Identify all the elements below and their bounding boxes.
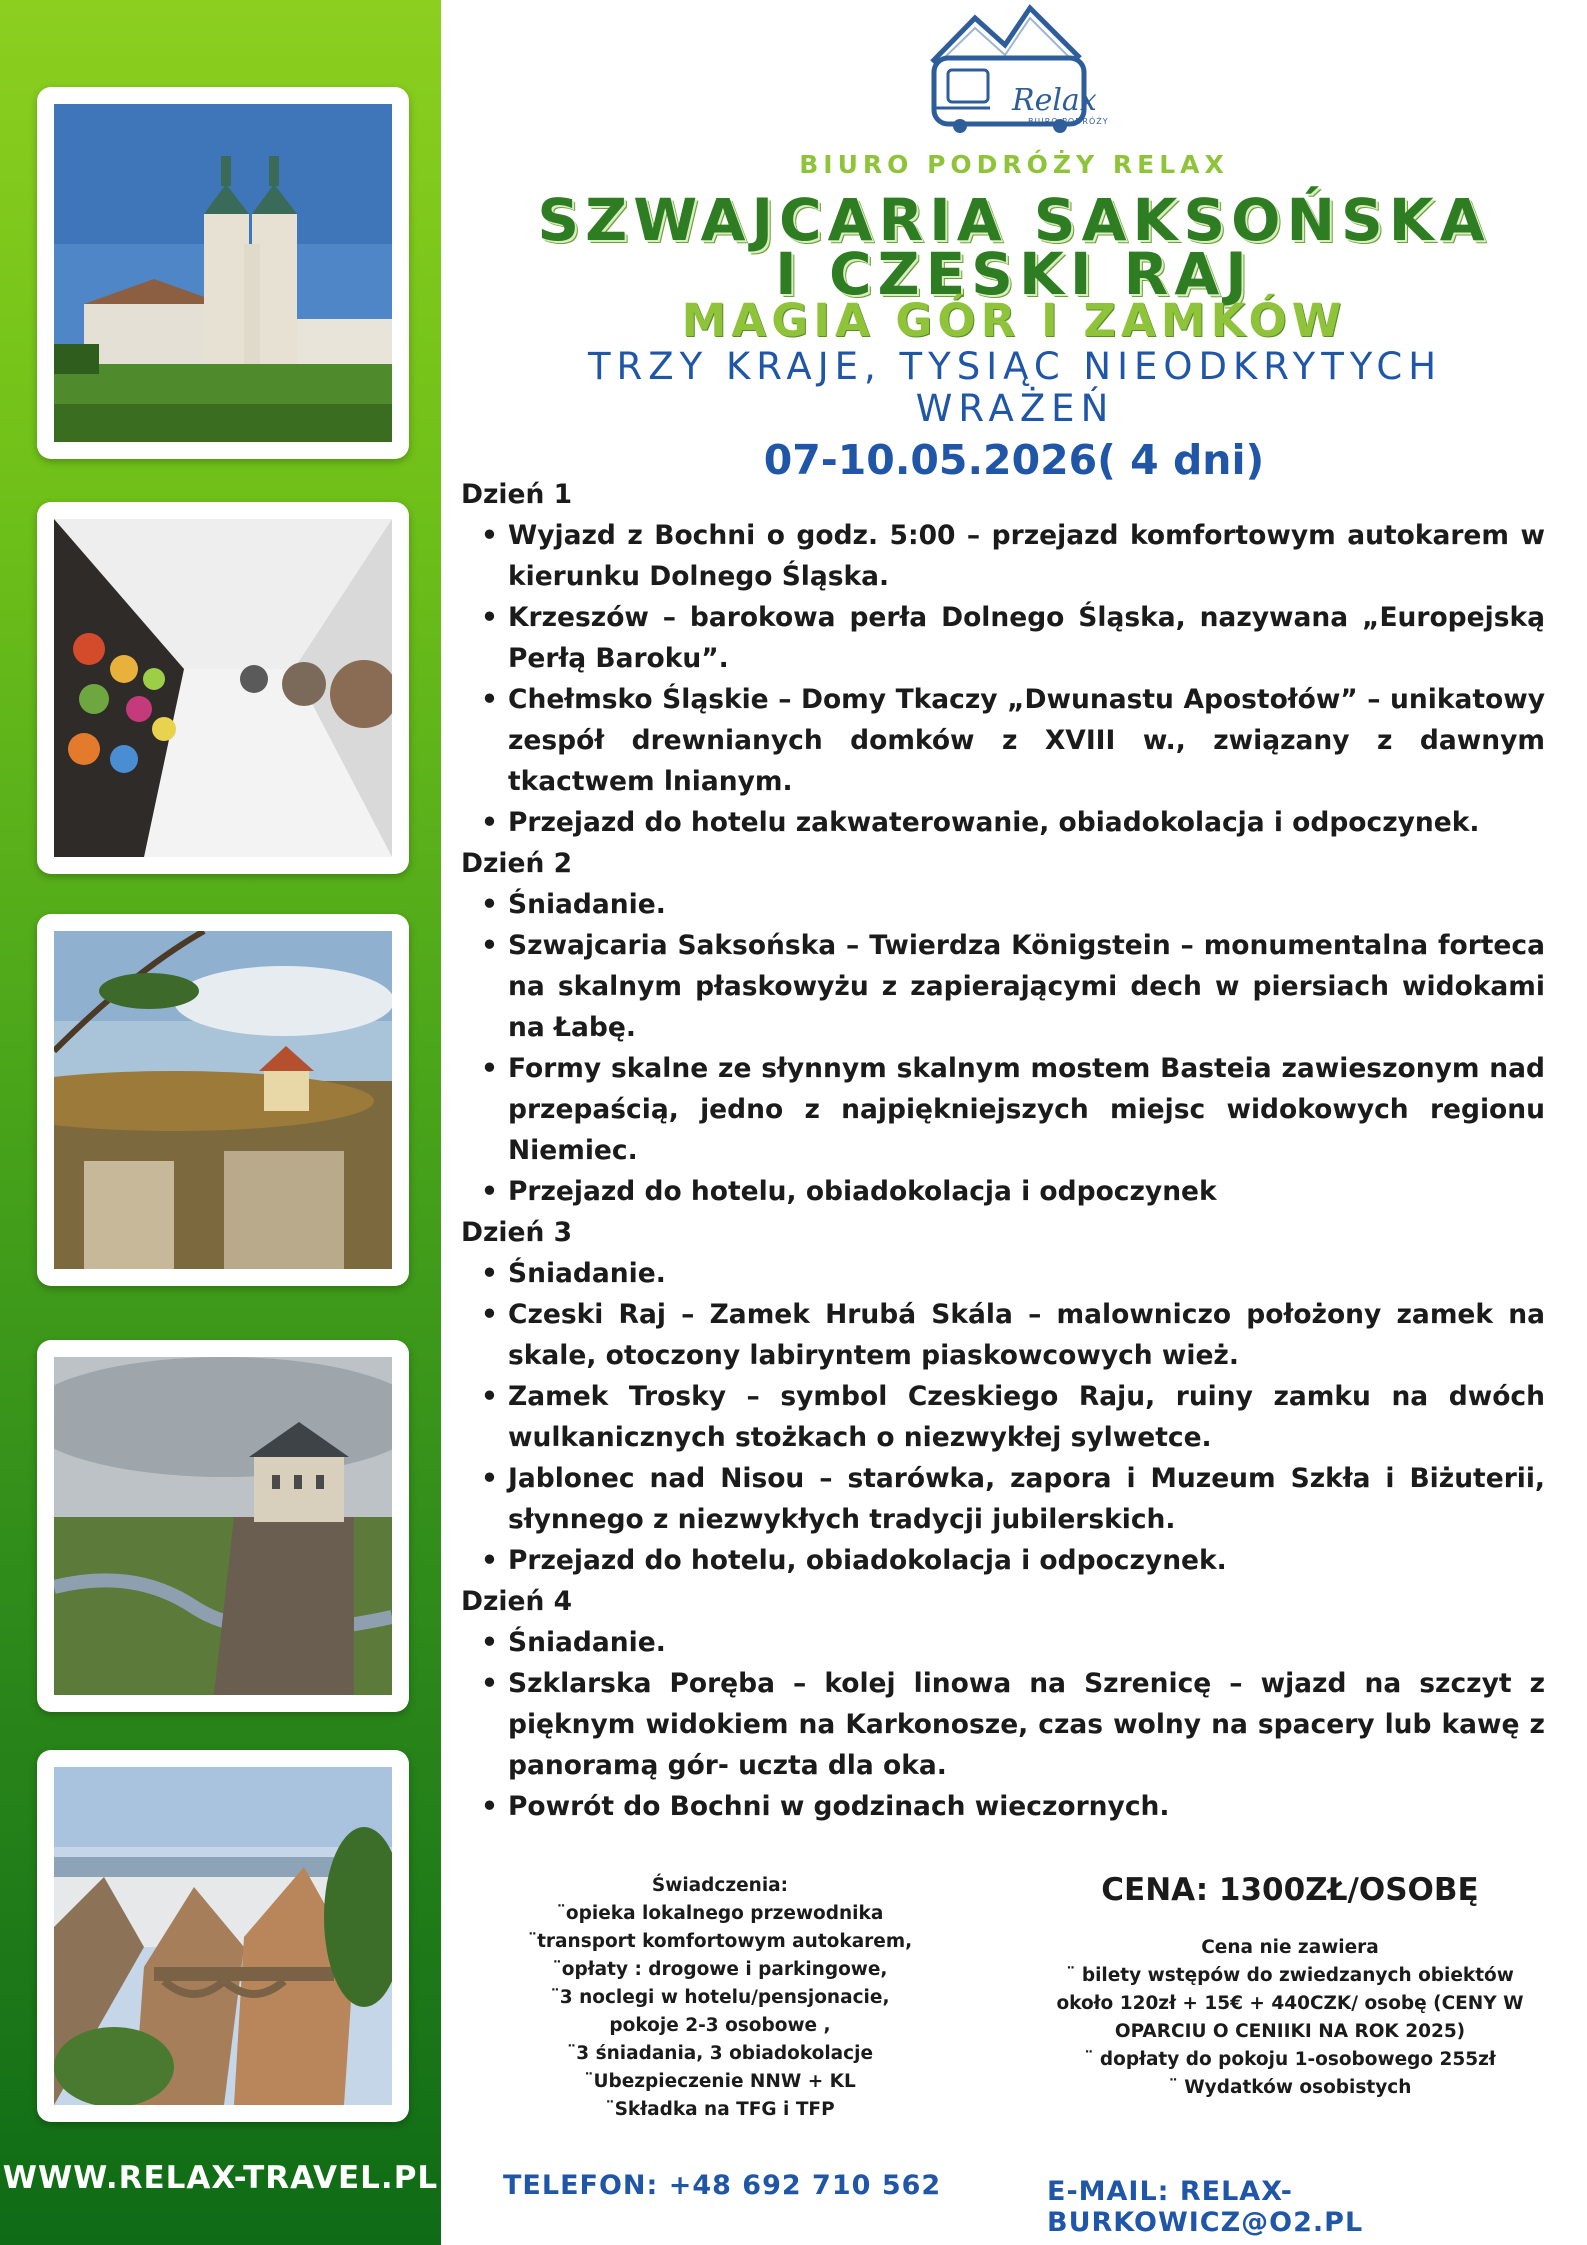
service-line: ¨Składka na TFG i TFP — [605, 2099, 835, 2120]
excludes-line: OPARCIU O CENIIKI NA ROK 2025) — [1114, 2021, 1466, 2042]
photo-konigstein — [37, 1340, 409, 1712]
day-section — [461, 1581, 1545, 1827]
excludes-title: Cena nie zawiera — [1201, 1937, 1379, 1958]
email-contact[interactable]: E-MAIL: RELAX-BURKOWICZ@O2.PL — [1047, 2176, 1364, 2238]
day-title: Dzień 1 — [461, 479, 573, 510]
services-list — [510, 1872, 930, 2124]
excludes-line: ¨ Wydatków osobistych — [1168, 2077, 1412, 2098]
subtitle: MAGIA GÓR I ZAMKÓW — [681, 294, 1347, 347]
price-excludes — [1050, 1934, 1530, 2102]
logo-text: Relax — [1012, 83, 1097, 118]
service-line: pokoje 2-3 osobowe , — [609, 2015, 831, 2036]
service-line: ¨3 noclegi w hotelu/pensjonacie, — [550, 1987, 890, 2008]
itinerary-item: • Chełmsko Śląskie – Domy Tkaczy „Dwunastu Apostołów” – unikatowy zespół drewnianych domków z XVIII w., związany z dawnym tkactwem lnianym. — [508, 679, 1545, 802]
itinerary — [461, 474, 1545, 1827]
itinerary-item: • Krzeszów – barokowa perła Dolnego Śląska, nazywana „Europejską Perłą Baroku”. — [508, 597, 1545, 679]
relax-logo — [920, 0, 1115, 140]
photo-glass-museum — [37, 502, 409, 874]
itinerary-item: • Formy skalne ze słynnym skalnym mostem Basteia zawieszonym nad przepaścią, jedno z najpiękniejszych miejsc widokowych regionu Niemiec. — [508, 1048, 1545, 1171]
photo-bastei — [37, 1750, 409, 2122]
excludes-line: ¨ dopłaty do pokoju 1-osobowego 255zł — [1084, 2049, 1496, 2070]
excludes-line: ¨ bilety wstępów do zwiedzanych obiektów — [1066, 1965, 1514, 1986]
title-line-2: I CZESKI RAJ — [775, 240, 1253, 308]
service-line: ¨opłaty : drogowe i parkingowe, — [552, 1959, 888, 1980]
services-title: Świadczenia: — [651, 1875, 789, 1896]
itinerary-item: • Wyjazd z Bochni o godz. 5:00 – przejazd komfortowym autokarem w kierunku Dolnego Śląska. — [508, 515, 1545, 597]
service-line: ¨opieka lokalnego przewodnika — [556, 1903, 884, 1924]
website-url[interactable]: WWW.RELAX-TRAVEL.PL — [2, 2160, 439, 2196]
service-line: ¨Ubezpieczenie NNW + KL — [584, 2071, 856, 2092]
phone-contact[interactable]: TELEFON: +48 692 710 562 — [503, 2170, 942, 2201]
photo-czech-paradise — [37, 914, 409, 1286]
day-title: Dzień 3 — [461, 1217, 573, 1248]
bus-mountain-icon — [920, 0, 1115, 140]
day-title: Dzień 4 — [461, 1586, 573, 1617]
itinerary-item: • Śniadanie. — [508, 1622, 1545, 1663]
price-label: CENA: 1300ZŁ/OSOBĘ — [1101, 1872, 1479, 1908]
itinerary-item: • Zamek Trosky – symbol Czeskiego Raju, ruiny zamku na dwóch wulkanicznych stożkach o niezwykłej sylwetce. — [508, 1376, 1545, 1458]
itinerary-item: • Szwajcaria Saksońska – Twierdza Königstein – monumentalna forteca na skalnym płaskowyżu z zapierającymi dech w piersiach widokami na Łabę. — [508, 925, 1545, 1048]
day-section — [461, 474, 1545, 843]
basilica-image — [54, 104, 392, 442]
itinerary-item: • Śniadanie. — [508, 1253, 1545, 1294]
czech-paradise-image — [54, 931, 392, 1269]
excludes-line: około 120zł + 15€ + 440CZK/ osobę (CENY W — [1056, 1993, 1524, 2014]
trip-dates: 07-10.05.2026( 4 dni) — [763, 436, 1265, 484]
tagline: TRZY KRAJE, TYSIĄC NIEODKRYTYCH WRAŻEŃ — [587, 345, 1443, 430]
itinerary-item: • Powrót do Bochni w godzinach wieczornych. — [508, 1786, 1545, 1827]
itinerary-item: • Czeski Raj – Zamek Hrubá Skála – malowniczo położony zamek na skale, otoczony labiryntem piaskowcowych wież. — [508, 1294, 1545, 1376]
bastei-image — [54, 1767, 392, 2105]
itinerary-item: • Jablonec nad Nisou – starówka, zapora i Muzeum Szkła i Biżuterii, słynnego z niezwykłych tradycji jubilerskich. — [508, 1458, 1545, 1540]
konigstein-image — [54, 1357, 392, 1695]
itinerary-item: • Przejazd do hotelu, obiadokolacja i odpoczynek. — [508, 1540, 1545, 1581]
service-line: ¨transport komfortowym autokarem, — [527, 1931, 913, 1952]
itinerary-item: • Śniadanie. — [508, 884, 1545, 925]
glass-museum-image — [54, 519, 392, 857]
logo-subtext: BIURO PODRÓŻY — [1028, 117, 1109, 126]
title-line-1: SZWAJCARIA SAKSOŃSKA — [537, 186, 1491, 254]
sidebar — [0, 0, 441, 2245]
day-title: Dzień 2 — [461, 848, 573, 879]
itinerary-item: • Szklarska Poręba – kolej linowa na Szrenicę – wjazd na szczyt z pięknym widokiem na Karkonosze, czas wolny na spacery lub kawę z panoramą gór- uczta dla oka. — [508, 1663, 1545, 1786]
photo-basilica — [37, 87, 409, 459]
agency-name: BIURO PODRÓŻY RELAX — [799, 150, 1229, 179]
day-section — [461, 1212, 1545, 1581]
itinerary-item: • Przejazd do hotelu zakwaterowanie, obiadokolacja i odpoczynek. — [508, 802, 1545, 843]
day-section — [461, 843, 1545, 1212]
service-line: ¨3 śniadania, 3 obiadokolacje — [567, 2043, 873, 2064]
itinerary-item: • Przejazd do hotelu, obiadokolacja i odpoczynek — [508, 1171, 1545, 1212]
